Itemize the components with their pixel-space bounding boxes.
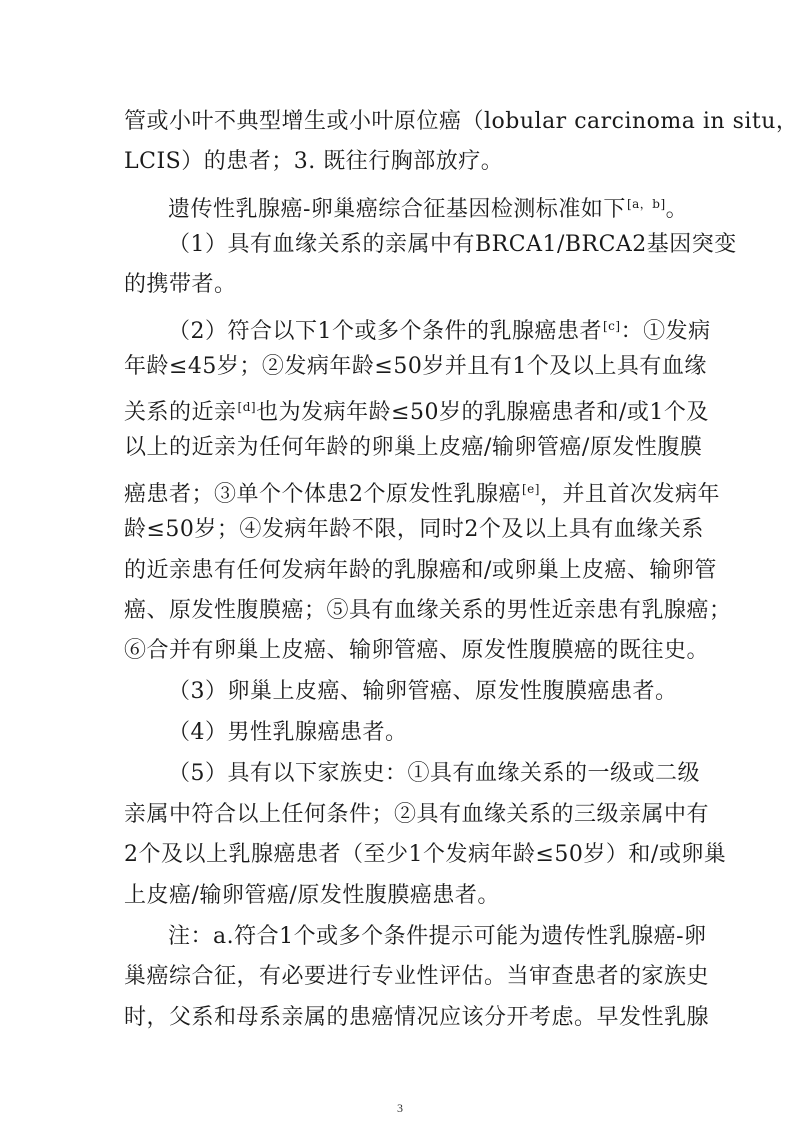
- text-line: （2）符合以下1个或多个条件的乳腺癌患者[c]：①发病: [168, 319, 711, 344]
- text-line: （3）卵巢上皮癌、输卵管癌、原发性腹膜癌患者。: [168, 679, 678, 704]
- text-line: 注：a.符合1个或多个条件提示可能为遗传性乳腺癌-卵: [168, 924, 707, 949]
- footnote-ref: [d]: [237, 400, 257, 414]
- text-line: 癌患者；③单个个体患2个原发性乳腺癌[e]，并且首次发病年: [124, 482, 720, 507]
- text-line: 年龄≤45岁；②发病年龄≤50岁并且有1个及以上具有血缘: [124, 354, 707, 379]
- text-line: 亲属中符合以上任何条件；②具有血缘关系的三级亲属中有: [124, 802, 710, 827]
- text-line: （5）具有以下家族史：①具有血缘关系的一级或二级: [168, 761, 700, 786]
- page-number: 3: [397, 1101, 403, 1115]
- text-line: 癌、原发性腹膜癌；⑤具有血缘关系的男性近亲患有乳腺癌；: [124, 598, 732, 623]
- text-line: 上皮癌/输卵管癌/原发性腹膜癌患者。: [124, 883, 500, 908]
- text-line: 时，父系和母系亲属的患癌情况应该分开考虑。早发性乳腺: [124, 1005, 710, 1030]
- footnote-ref: [e]: [522, 482, 540, 496]
- text-line: 以上的近亲为任何年龄的卵巢上皮癌/输卵管癌/原发性腹膜: [124, 435, 703, 460]
- text-line: （4）男性乳腺癌患者。: [168, 720, 408, 745]
- text-line: 巢癌综合征，有必要进行专业性评估。当审查患者的家族史: [124, 964, 710, 989]
- text-line: 的近亲患有任何发病年龄的乳腺癌和/或卵巢上皮癌、输卵管: [124, 558, 717, 583]
- text-line: 2个及以上乳腺癌患者（至少1个发病年龄≤50岁）和/或卵巢: [124, 842, 727, 867]
- text-line: 管或小叶不典型增生或小叶原位癌（lobular carcinoma in situ，: [124, 109, 799, 134]
- text-line: 遗传性乳腺癌-卵巢癌综合征基因检测标准如下[a，b]。: [168, 197, 689, 222]
- text-line: ⑥合并有卵巢上皮癌、输卵管癌、原发性腹膜癌的既往史。: [124, 638, 710, 663]
- text-line: （1）具有血缘关系的亲属中有BRCA1/BRCA2基因突变: [168, 232, 737, 257]
- text-line: LCIS）的患者；3. 既往行胸部放疗。: [124, 149, 504, 174]
- footnote-ref: [a，b]: [626, 197, 666, 211]
- footnote-ref: [c]: [603, 319, 621, 333]
- text-line: 关系的近亲[d]也为发病年龄≤50岁的乳腺癌患者和/或1个及: [124, 400, 709, 425]
- text-line: 龄≤50岁；④发病年龄不限，同时2个及以上具有血缘关系: [124, 517, 704, 542]
- text-line: 的携带者。: [124, 272, 237, 297]
